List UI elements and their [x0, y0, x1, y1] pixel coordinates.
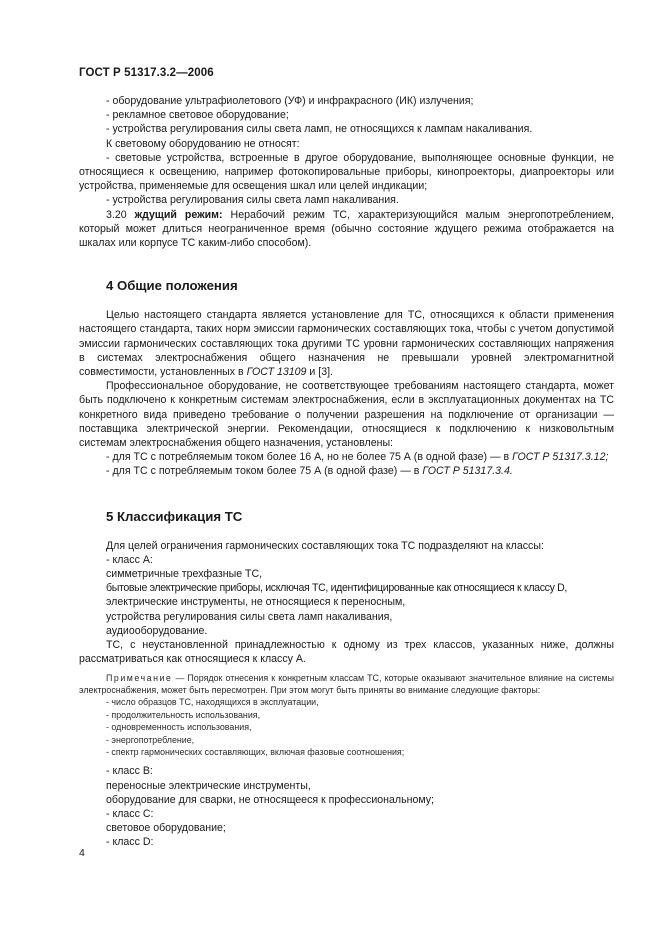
class-item: аудиооборудование.	[106, 624, 208, 637]
paragraph: Профессиональное оборудование, не соответствующее требованиям настоящего стандарта, может быть подключено к конкретным системам электроснабжения, если в эксплуатационных документах на ТС конкретного вида приведено требование о получении разрешения на подключение от организации — поставщика электрической энергии. Рекомендации, относящиеся к подключению к низковольтным системам электроснабжения общего назначения, установлены:	[79, 380, 614, 450]
note-item: - число образцов ТС, находящихся в эксплуатации,	[106, 697, 319, 708]
list-item-text: - для ТС с потребляемым током более 16 А, но не более 75 А (в одной фазе) — в	[106, 451, 510, 464]
note-item: - продолжительность использования,	[106, 709, 261, 720]
class-label: - класс А:	[106, 553, 153, 566]
reference-link: ГОСТ Р 51317.3.12;	[512, 451, 609, 464]
list-item: - устройства регулирования силы света ламп накаливания.	[106, 194, 399, 207]
document-header: ГОСТ Р 51317.3.2—2006	[79, 67, 214, 79]
page-content	[79, 94, 614, 850]
paragraph-text: Целью настоящего стандарта является установление для ТС, относящихся к области применения настоящего стандарта, таких норм эмиссии гармонических составляющих тока, чтобы с учетом допустимой эмиссии гармонических составляющих тока другими ТС уровни гармонических составляющих напряжения в системах электроснабжения общего назначения не превышали уровней электромагнитной совместимости, установленных в	[79, 309, 614, 379]
class-item: световое оборудование;	[106, 822, 226, 835]
class-label: - класс В:	[106, 765, 153, 778]
paragraph	[79, 308, 614, 379]
list-item: - оборудование ультрафиолетового (УФ) и инфракрасного (ИК) излучения;	[106, 95, 474, 107]
note-text: — Порядок отнесения к конкретным классам ТС, которые оказывают значительное влияние на системы электроснабжения, может быть пересмотрен. При этом могут быть приняты во внимание следующие факторы:	[79, 672, 614, 695]
class-item: оборудование для сварки, не относящееся к профессиональному;	[106, 793, 434, 806]
note-item: - одновременность использования,	[106, 722, 252, 733]
page-number: 4	[79, 847, 85, 859]
note-label: Примечание	[106, 672, 173, 683]
note-item: - энергопотребление,	[106, 734, 195, 745]
class-label: - класс D:	[106, 836, 154, 849]
list-item-text: - для ТС с потребляемым током более 75 А (в одной фазе) — в	[106, 465, 420, 478]
list-item	[79, 450, 614, 464]
class-item: устройства регулирования силы света ламп накаливания,	[106, 610, 393, 623]
list-item	[79, 464, 614, 478]
paragraph-text: и [3].	[309, 366, 333, 379]
class-item: симметричные трехфазные ТС,	[106, 568, 263, 581]
class-item: электрические инструменты, не относящиеся к переносным,	[106, 596, 406, 609]
paragraph: К световому оборудованию не относят:	[106, 137, 300, 150]
list-item: - устройства регулирования силы света ламп, не относящихся к лампам накаливания.	[106, 123, 533, 136]
definition-text: Нерабочий режим ТС, характеризующийся малым энергопотреблением, который может длиться неограниченное время (обычно состояние ждущего режима отображается на шкалах или корпусе ТС каким-либо способом).	[79, 208, 614, 250]
definition-3-20	[79, 208, 614, 251]
class-item: переносные электрические инструменты,	[106, 779, 311, 792]
paragraph: ТС, с неустановленной принадлежностью к одному из трех классов, указанных ниже, должны рассматриваться как относящиеся к классу А.	[79, 639, 614, 666]
list-item: - рекламное световое оборудование;	[106, 109, 289, 122]
definition-number: 3.20	[106, 208, 127, 221]
reference-link: ГОСТ 13109	[246, 366, 307, 379]
definition-term: ждущий режим:	[134, 208, 223, 221]
list-item: - световые устройства, встроенные в другое оборудование, выполняющее основные функции, не относящиеся к освещению, например фотокопировальные приборы, кинопроекторы, диапроекторы или устройства, применяемые для освещения шкал или целей индикации;	[79, 151, 614, 193]
class-item: бытовые электрические приборы, исключая ТС, идентифицированные как относящиеся к классу D,	[106, 582, 568, 595]
section-heading: 4 Общие положения	[106, 278, 238, 294]
class-label: - класс С:	[106, 807, 154, 820]
paragraph: Для целей ограничения гармонических составляющих тока ТС подразделяют на классы:	[106, 539, 544, 552]
section-heading: 5 Классификация ТС	[106, 508, 243, 524]
note-item: - спектр гармонических составляющих, включая фазовые соотношения;	[106, 746, 405, 757]
reference-link: ГОСТ Р 51317.3.4.	[422, 465, 513, 478]
note	[79, 672, 614, 697]
